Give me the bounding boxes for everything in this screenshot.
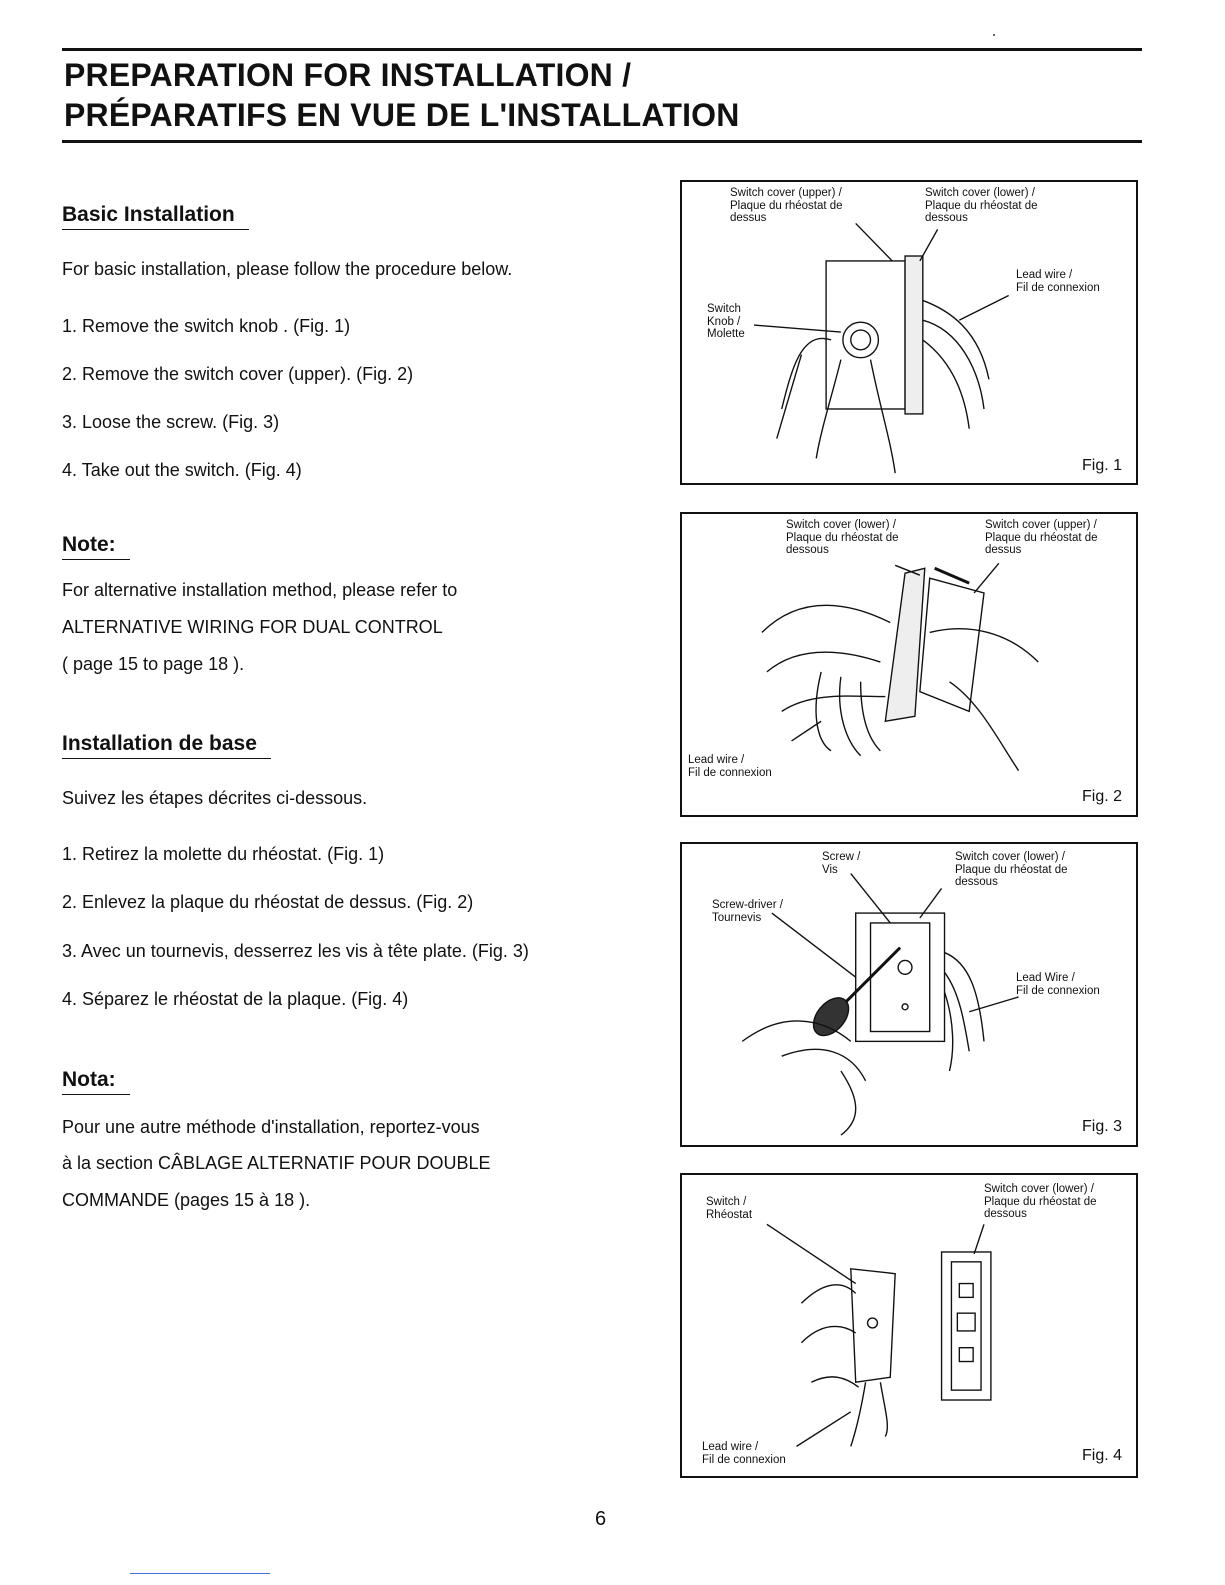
figure-1 (680, 180, 1138, 485)
fig4-switch-label: Switch / Rhéostat (706, 1196, 753, 1221)
intro-fr: Suivez les étapes décrites ci-dessous. (62, 788, 368, 808)
figure-4 (680, 1173, 1138, 1478)
nota-heading: Nota: (62, 1068, 130, 1095)
step-en-1: 1. Remove the switch knob . (Fig. 1) (62, 316, 351, 336)
fig4-number: Fig. 4 (1081, 1447, 1122, 1464)
step-en-2: 2. Remove the switch cover (upper). (Fig. 2) (62, 364, 414, 384)
basic-installation-heading: Basic Installation (62, 203, 249, 230)
nota-line-1: Pour une autre méthode d'installation, reportez-vous (62, 1117, 480, 1137)
intro-en: For basic installation, please follow the procedure below. (62, 259, 513, 279)
fig2-number: Fig. 2 (1081, 788, 1122, 805)
note-line-2: ALTERNATIVE WIRING FOR DUAL CONTROL (62, 617, 443, 637)
title-rule (62, 140, 1142, 143)
step-fr-3: 3. Avec un tournevis, desserrez les vis à tête plate. (Fig. 3) (62, 941, 529, 961)
note-heading: Note: (62, 533, 130, 560)
fig1-cover-upper-label: Switch cover (upper) / Plaque du rhéostat de dessus (730, 187, 843, 224)
bottom-link-line (130, 1573, 270, 1574)
page-title-fr: PRÉPARATIFS EN VUE DE L'INSTALLATION (64, 97, 740, 133)
speck (993, 34, 995, 36)
installation-de-base-heading: Installation de base (62, 732, 271, 759)
fig3-screw-label: Screw / Vis (822, 851, 861, 876)
fig4-lead-wire-label: Lead wire / Fil de connexion (702, 1441, 786, 1466)
fig4-cover-lower-label: Switch cover (lower) / Plaque du rhéostat de dessous (984, 1183, 1097, 1220)
fig3-cover-lower-label: Switch cover (lower) / Plaque du rhéostat de dessous (955, 851, 1068, 888)
step-en-3: 3. Loose the screw. (Fig. 3) (62, 412, 280, 432)
step-fr-2: 2. Enlevez la plaque du rhéostat de dessus. (Fig. 2) (62, 892, 474, 912)
nota-line-2: à la section CÂBLAGE ALTERNATIF POUR DOUBLE (62, 1153, 491, 1173)
note-line-1: For alternative installation method, please refer to (62, 580, 458, 600)
fig3-number: Fig. 3 (1081, 1118, 1122, 1135)
figure-2 (680, 512, 1138, 817)
fig2-cover-lower-label: Switch cover (lower) / Plaque du rhéostat de dessous (786, 519, 899, 556)
figure-3 (680, 842, 1138, 1147)
nota-line-3: COMMANDE (pages 15 à 18 ). (62, 1190, 311, 1210)
fig2-cover-upper-label: Switch cover (upper) / Plaque du rhéostat de dessus (985, 519, 1098, 556)
fig2-lead-wire-label: Lead wire / Fil de connexion (688, 754, 772, 779)
fig3-lead-wire-label: Lead Wire / Fil de connexion (1016, 972, 1100, 997)
fig3-screwdriver-label: Screw-driver / Tournevis (712, 899, 783, 924)
note-line-3: ( page 15 to page 18 ). (62, 654, 245, 674)
fig1-lead-wire-label: Lead wire / Fil de connexion (1016, 269, 1100, 294)
fig1-number: Fig. 1 (1081, 457, 1122, 474)
top-rule (62, 48, 1142, 51)
page-title-en: PREPARATION FOR INSTALLATION / (64, 57, 632, 93)
fig1-illustration (682, 182, 1136, 483)
fig1-cover-lower-label: Switch cover (lower) / Plaque du rhéostat de dessous (925, 187, 1038, 224)
fig1-knob-label: Switch Knob / Molette (707, 303, 745, 340)
step-fr-4: 4. Séparez le rhéostat de la plaque. (Fig. 4) (62, 989, 409, 1009)
step-en-4: 4. Take out the switch. (Fig. 4) (62, 460, 302, 480)
page-number: 6 (595, 1508, 607, 1530)
step-fr-1: 1. Retirez la molette du rhéostat. (Fig. 1) (62, 844, 385, 864)
